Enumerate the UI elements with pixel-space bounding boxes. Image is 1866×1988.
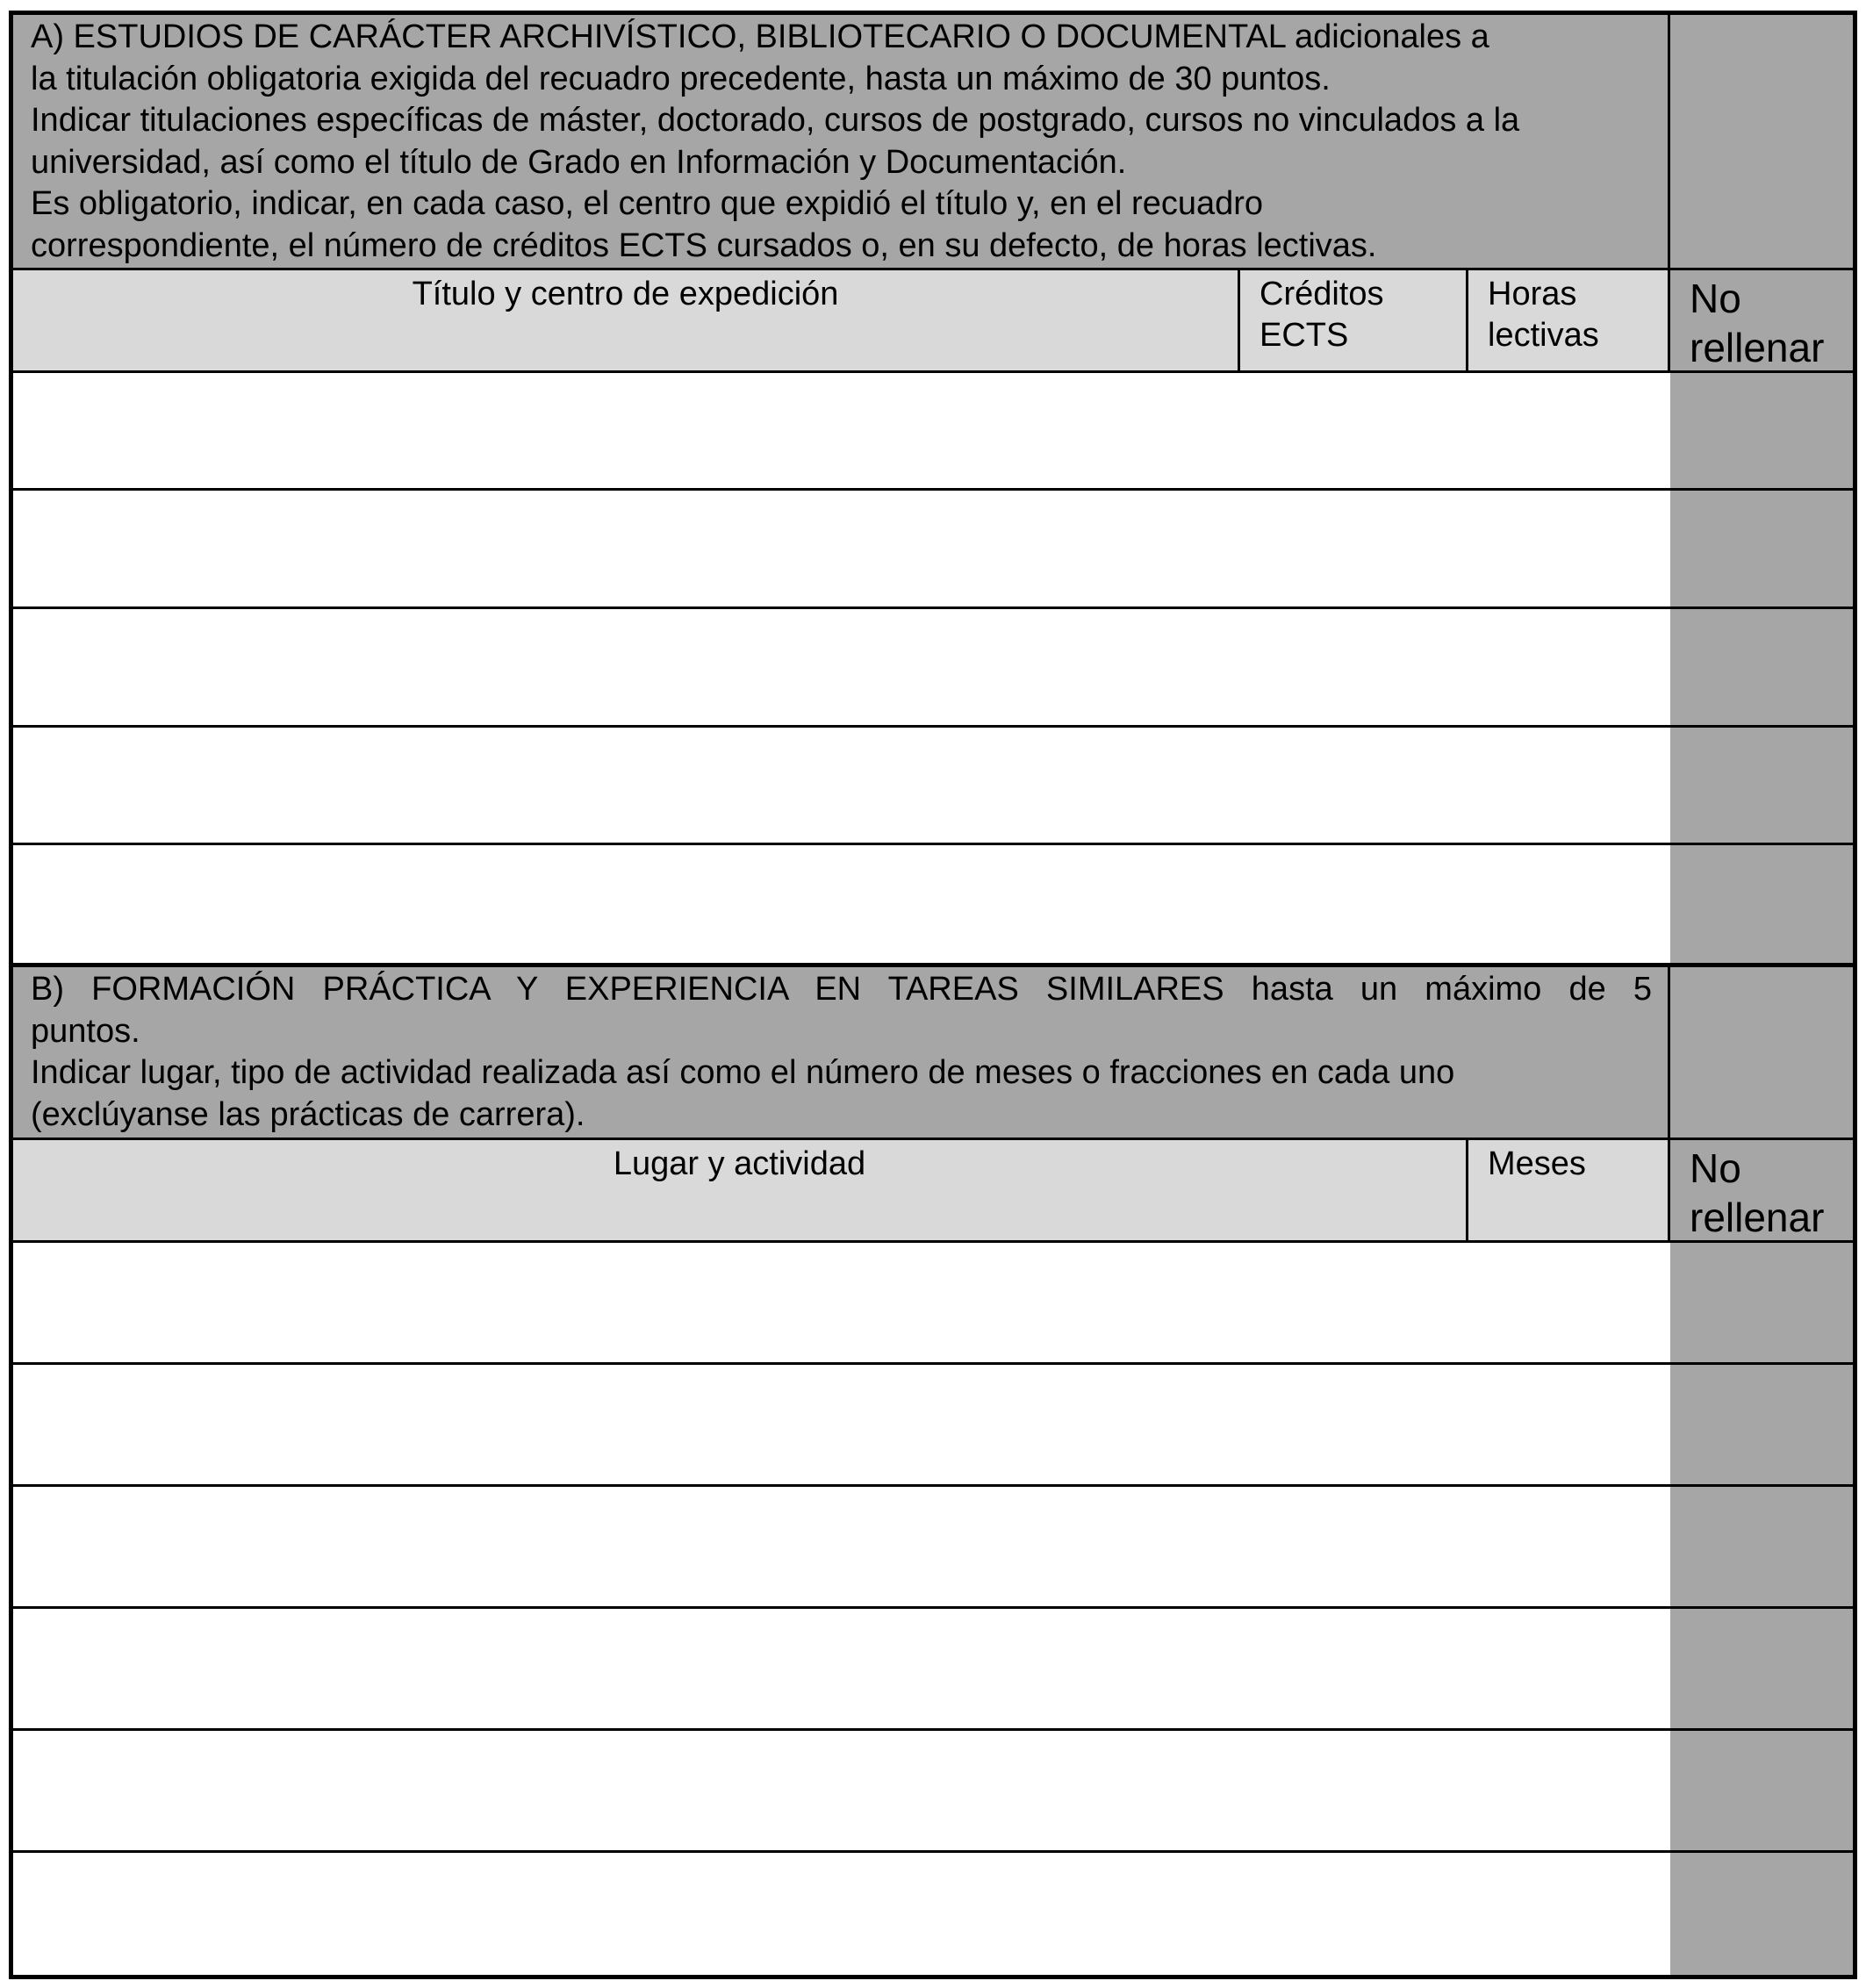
hours-input[interactable]: [1468, 728, 1670, 843]
place-input[interactable]: [13, 1487, 1468, 1606]
no-fill-cell: [1670, 491, 1853, 606]
months-input[interactable]: [1468, 1365, 1670, 1484]
credits-input[interactable]: [1240, 373, 1468, 488]
col-no-fill-header: [1670, 1140, 1853, 1240]
section-b-column-headers: [13, 1138, 1853, 1243]
table-row: [13, 1487, 1853, 1609]
section-a-line-3: Indicar titulaciones específicas de máster, doctorado, cursos de postgrado, cursos no vinculados a la: [31, 102, 1520, 139]
place-input[interactable]: [13, 1365, 1468, 1484]
title-input[interactable]: [13, 845, 1240, 963]
section-b-score-header: [1670, 967, 1853, 1138]
no-fill-cell: [1670, 609, 1853, 725]
no-fill-cell: [1670, 1853, 1853, 1975]
col-no-fill-header: [1670, 270, 1853, 370]
col-credits-label-1: Créditos: [1260, 276, 1384, 312]
no-fill-cell: [1670, 728, 1853, 843]
col-place-label: Lugar y actividad: [613, 1145, 866, 1182]
section-b-line-1: B) FORMACIÓN PRÁCTICA Y EXPERIENCIA EN TAREAS SIMILARES hasta un máximo de 5: [31, 971, 1652, 1008]
col-title-label: Título y centro de expedición: [412, 276, 839, 312]
section-b-line-3: Indicar lugar, tipo de actividad realizada así como el número de meses o fracciones en cada uno: [31, 1054, 1455, 1091]
months-input[interactable]: [1468, 1243, 1670, 1362]
no-fill-label-2: rellenar: [1690, 325, 1825, 370]
hours-input[interactable]: [1468, 373, 1670, 488]
months-input[interactable]: [1468, 1487, 1670, 1606]
section-a-line-2: la titulación obligatoria exigida del recuadro precedente, hasta un máximo de 30 puntos.: [31, 60, 1331, 97]
section-b-rows: [13, 1243, 1853, 1975]
hours-input[interactable]: [1468, 491, 1670, 606]
no-fill-cell: [1670, 845, 1853, 963]
section-a-instructions: [13, 15, 1670, 268]
col-credits-header: [1240, 270, 1468, 370]
table-row: [13, 728, 1853, 845]
table-row: [13, 1365, 1853, 1487]
months-input[interactable]: [1468, 1609, 1670, 1728]
title-input[interactable]: [13, 373, 1240, 488]
no-fill-label-1: No: [1690, 276, 1741, 321]
table-row: [13, 1731, 1853, 1853]
no-fill-cell: [1670, 1487, 1853, 1606]
col-hours-label-1: Horas: [1488, 276, 1577, 312]
no-fill-cell: [1670, 1365, 1853, 1484]
credits-input[interactable]: [1240, 845, 1468, 963]
col-months-label: Meses: [1488, 1145, 1586, 1182]
col-credits-label-2: ECTS: [1260, 317, 1349, 354]
title-input[interactable]: [13, 728, 1240, 843]
credits-input[interactable]: [1240, 609, 1468, 725]
hours-input[interactable]: [1468, 609, 1670, 725]
no-fill-label-2: rellenar: [1690, 1195, 1825, 1240]
table-row: [13, 845, 1853, 963]
no-fill-cell: [1670, 1731, 1853, 1850]
months-input[interactable]: [1468, 1853, 1670, 1975]
section-a-column-headers: [13, 268, 1853, 373]
section-a-line-4: universidad, así como el título de Grado en Información y Documentación.: [31, 143, 1127, 181]
place-input[interactable]: [13, 1853, 1468, 1975]
title-input[interactable]: [13, 609, 1240, 725]
place-input[interactable]: [13, 1243, 1468, 1362]
section-a-rows: [13, 373, 1853, 963]
col-title-header: [13, 270, 1240, 370]
credits-input[interactable]: [1240, 491, 1468, 606]
months-input[interactable]: [1468, 1731, 1670, 1850]
no-fill-cell: [1670, 1243, 1853, 1362]
hours-input[interactable]: [1468, 845, 1670, 963]
table-row: [13, 491, 1853, 609]
table-row: [13, 1609, 1853, 1731]
col-hours-header: [1468, 270, 1670, 370]
merit-form: [9, 11, 1857, 1979]
no-fill-cell: [1670, 1609, 1853, 1728]
section-a-line-1: A) ESTUDIOS DE CARÁCTER ARCHIVÍSTICO, BIBLIOTECARIO O DOCUMENTAL adicionales a: [31, 18, 1489, 55]
place-input[interactable]: [13, 1731, 1468, 1850]
table-row: [13, 373, 1853, 491]
section-b-line-2: puntos.: [31, 1012, 140, 1050]
section-a: [13, 15, 1853, 963]
section-b-line-4: (exclúyanse las prácticas de carrera).: [31, 1095, 585, 1133]
credits-input[interactable]: [1240, 728, 1468, 843]
col-place-header: [13, 1140, 1468, 1240]
no-fill-cell: [1670, 373, 1853, 488]
table-row: [13, 1853, 1853, 1975]
table-row: [13, 609, 1853, 728]
section-b-instructions: [13, 967, 1670, 1138]
section-a-score-header: [1670, 15, 1853, 268]
section-b: [13, 967, 1853, 1975]
section-a-line-5: Es obligatorio, indicar, en cada caso, el centro que expidió el título y, en el recuadro: [31, 185, 1264, 222]
place-input[interactable]: [13, 1609, 1468, 1728]
col-months-header: [1468, 1140, 1670, 1240]
section-a-line-6: correspondiente, el número de créditos ECTS cursados o, en su defecto, de horas lectivas.: [31, 226, 1377, 264]
title-input[interactable]: [13, 491, 1240, 606]
no-fill-label-1: No: [1690, 1145, 1741, 1191]
table-row: [13, 1243, 1853, 1365]
col-hours-label-2: lectivas: [1488, 317, 1599, 354]
